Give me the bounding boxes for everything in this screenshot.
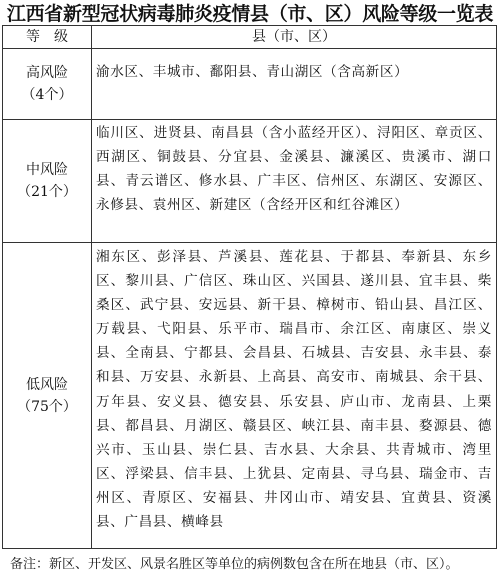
low-risk-name: 低风险 bbox=[26, 376, 68, 393]
medium-risk-count: （21个） bbox=[17, 184, 77, 200]
table-header-row bbox=[3, 26, 496, 49]
risk-level-table bbox=[2, 25, 497, 549]
high-risk-name: 高风险 bbox=[26, 65, 68, 81]
low-risk-row bbox=[3, 243, 496, 548]
low-risk-areas: 湘东区、彭泽县、芦溪县、莲花县、于都县、奉新县、东乡区、黎川县、广信区、珠山区、兴国县、遂川县、宜丰县、柴桑区、武宁县、安远县、新干县、樟树市、铅山县、昌江区、万载县、弋阳县、乐平市、瑞昌市、余江区、南康区、崇义县、全南县、宁都县、会昌县、石城县、吉安县、永丰县、泰和县、万安县、永新县、上高县、高安市、南城县、余干县、万年县、安义县、德安县、乐安县、庐山市、龙南县、上栗县、都昌县、月湖区、赣县区、峡江县、南丰县、婺源县、德兴市、玉山县、崇仁县、吉水县、大余县、共青城市、湾里区、浮梁县、信丰县、上犹县、定南县、寻乌县、瑞金市、吉州区、青原区、安福县、井冈山市、靖安县、宜黄县、资溪县、广昌县、横峰县 bbox=[96, 249, 492, 531]
low-risk-count: （75个） bbox=[17, 398, 77, 415]
medium-risk-areas: 临川区、进贤县、南昌县（含小蓝经开区）、浔阳区、章贡区、西湖区、铜鼓县、分宜县、金溪县、濂溪区、贵溪市、湖口县、青云谱区、修水县、广丰区、信州区、东湖区、安源区、永修县、袁州区、新建区（含经开区和红谷滩区） bbox=[96, 125, 492, 214]
medium-risk-name: 中风险 bbox=[26, 162, 68, 178]
low-risk-label bbox=[3, 243, 91, 548]
medium-risk-row bbox=[3, 120, 496, 243]
high-risk-areas: 渝水区、丰城市、鄱阳县、青山湖区（含高新区） bbox=[96, 64, 409, 80]
header-level bbox=[3, 26, 91, 48]
high-risk-label bbox=[3, 49, 91, 119]
footnote: 备注：新区、开发区、风景名胜区等单位的病例数包含在所在地县（市、区）。 bbox=[10, 557, 459, 572]
header-level-text: 等 级 bbox=[26, 29, 68, 45]
high-risk-count: （4个） bbox=[21, 87, 73, 103]
header-county: 县（市、区） bbox=[252, 29, 336, 45]
high-risk-row bbox=[3, 49, 496, 120]
medium-risk-label bbox=[3, 120, 91, 242]
document-title: 江西省新型冠状病毒肺炎疫情县（市、区）风险等级一览表 bbox=[6, 3, 494, 25]
